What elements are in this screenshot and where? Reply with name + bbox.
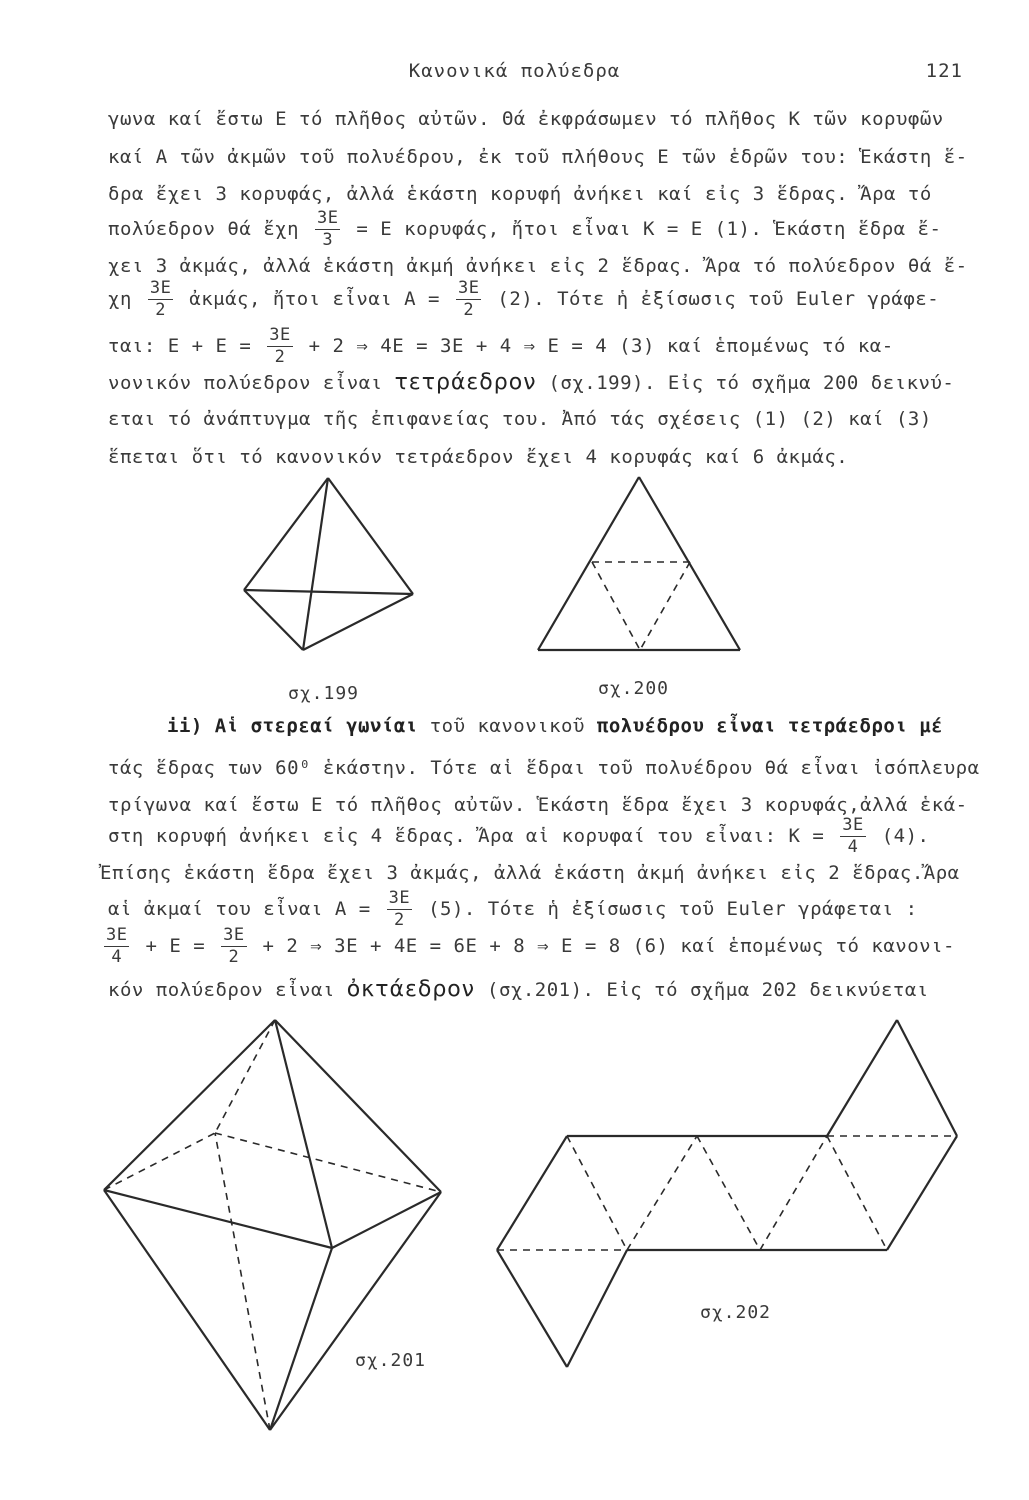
page-number: 121 (925, 60, 963, 82)
caption-fig200: σχ.200 (598, 678, 670, 699)
text-segment: (σχ.199). Εἰς τό σχῆμα 200 δεικνύ- (548, 372, 955, 394)
fraction (221, 927, 246, 966)
fraction-numerator: 3Ε (149, 278, 172, 298)
tetrahedron-net-figure (538, 477, 740, 650)
text-line: ἕπεται ὅτι τό κανονικόν τετράεδρον ἔχει 4 κορυφάς καί 6 ἀκμάς. (108, 446, 849, 468)
fraction-numerator: 3Ε (106, 925, 128, 945)
text-line (108, 817, 930, 856)
text-segment: ἀκμάς, ἤτοι εἶναι Α = (189, 288, 440, 310)
text-line (100, 927, 955, 966)
fraction-numerator: 3Ε (457, 278, 480, 298)
text-line: τρίγωνα καί ἔστω Ε τό πλῆθος αὐτῶν. Ἑκάστη ἕδρα ἔχει 3 κορυφάς,ἀλλά ἑκά- (108, 794, 968, 816)
term-tetrahedron: τετράεδρον (394, 370, 537, 395)
text-segment: (σχ.201). Εἰς τό σχῆμα 202 δεικνύεται (487, 979, 929, 1001)
text-segment: χη (108, 288, 132, 310)
fraction-numerator: 3Ε (388, 888, 411, 908)
fraction-denominator: 4 (111, 947, 123, 967)
text-segment: (4). (881, 825, 930, 847)
term-octahedron: ὀκτάεδρον (346, 977, 476, 1002)
text-line: καί Α τῶν ἀκμῶν τοῦ πολυέδρου, ἐκ τοῦ πλήθους Ε τῶν ἑδρῶν του: Ἑκάστη ἕ- (108, 146, 968, 168)
fraction-denominator: 2 (393, 910, 405, 930)
item-label: ii) (167, 715, 203, 737)
text-segment: τοῦ κανονικοῦ (429, 715, 585, 737)
text-line: γωνα καί ἔστω Ε τό πλῆθος αὐτῶν. Θά ἐκφράσωμεν τό πλῆθος Κ τῶν κορυφῶν (108, 108, 944, 130)
fraction-denominator: 2 (463, 300, 475, 320)
fraction-denominator: 2 (274, 347, 286, 367)
text-segment: νονικόν πολύεδρον εἶναι (108, 372, 383, 394)
fraction (387, 890, 412, 929)
text-line: Ἐπίσης ἑκάστη ἕδρα ἔχει 3 ἀκμάς, ἀλλά ἑκάστη ἀκμή ἀνήκει εἰς 2 ἕδρας.Ἄρα (100, 862, 960, 884)
text-line: τάς ἕδρας των 60⁰ ἑκάστην. Τότε αἱ ἕδραι τοῦ πολυέδρου θά εἶναι ἰσόπλευρα (108, 757, 980, 779)
caption-fig202: σχ.202 (700, 1302, 772, 1323)
fraction (840, 817, 865, 856)
fraction-numerator: 3Ε (269, 325, 291, 345)
text-segment: ται: Ε + Ε = (108, 335, 252, 357)
running-header-title: Κανονικά πολύεδρα (408, 60, 621, 82)
text-line (108, 890, 918, 929)
text-segment: κόν πολύεδρον εἶναι (108, 979, 335, 1001)
text-line: εται τό ἀνάπτυγμα τῆς ἐπιφανείας του. Ἀπό τάς σχέσεις (1) (2) καί (3) (108, 408, 932, 430)
text-segment: + Ε = (145, 935, 206, 957)
caption-fig199: σχ.199 (288, 683, 360, 704)
fraction-numerator: 3Ε (223, 925, 245, 945)
text-bold: Αἱ στερεαί γωνίαι (214, 715, 418, 737)
text-line: χει 3 ἀκμάς, ἀλλά ἑκάστη ἀκμή ἀνήκει εἰς 2 ἕδρας. Ἄρα τό πολύεδρον θά ἔ- (108, 255, 968, 277)
text-line (167, 715, 943, 737)
fraction-numerator: 3Ε (842, 815, 864, 835)
text-segment: + 2 ⇒ 3Ε + 4Ε = 6Ε + 8 ⇒ Ε = 8 (6) καί ἑπομένως τό κανονι- (262, 935, 955, 957)
text-segment: = Ε κορυφάς, ἤτοι εἶναι Κ = Ε (1). Ἑκάστη ἕδρα ἔ- (356, 218, 942, 240)
text-segment: (2). Τότε ἡ ἐξίσωσις τοῦ Euler γράφε- (497, 288, 940, 310)
text-line (108, 977, 929, 1002)
tetrahedron-figure (244, 478, 413, 650)
caption-fig201: σχ.201 (355, 1350, 427, 1371)
text-segment: + 2 ⇒ 4Ε = 3Ε + 4 ⇒ Ε = 4 (3) καί ἑπομένως τό κα- (308, 335, 894, 357)
fraction-denominator: 4 (847, 837, 859, 857)
text-segment: αἱ ἀκμαί του εἶναι Α = (108, 898, 371, 920)
fraction (104, 927, 129, 966)
fraction-numerator: 3Ε (316, 208, 339, 228)
text-line: δρα ἔχει 3 κορυφάς, ἀλλά ἑκάστη κορυφή ἀνήκει καί εἰς 3 ἕδρας. Ἄρα τό (108, 183, 932, 205)
text-segment: πολύεδρον θά ἔχη (108, 218, 300, 240)
fraction-denominator: 2 (155, 300, 166, 320)
fraction-denominator: 3 (322, 230, 334, 250)
text-segment: στη κορυφή ἀνήκει εἰς 4 ἕδρας. Ἄρα αἱ κορυφαί του εἶναι: Κ = (108, 825, 825, 847)
text-segment: (5). Τότε ἡ ἐξίσωσις τοῦ Euler γράφεται : (428, 898, 918, 920)
fraction-denominator: 2 (228, 947, 240, 967)
text-bold: πολυέδρου εἶναι τετράεδροι μέ (596, 715, 944, 737)
